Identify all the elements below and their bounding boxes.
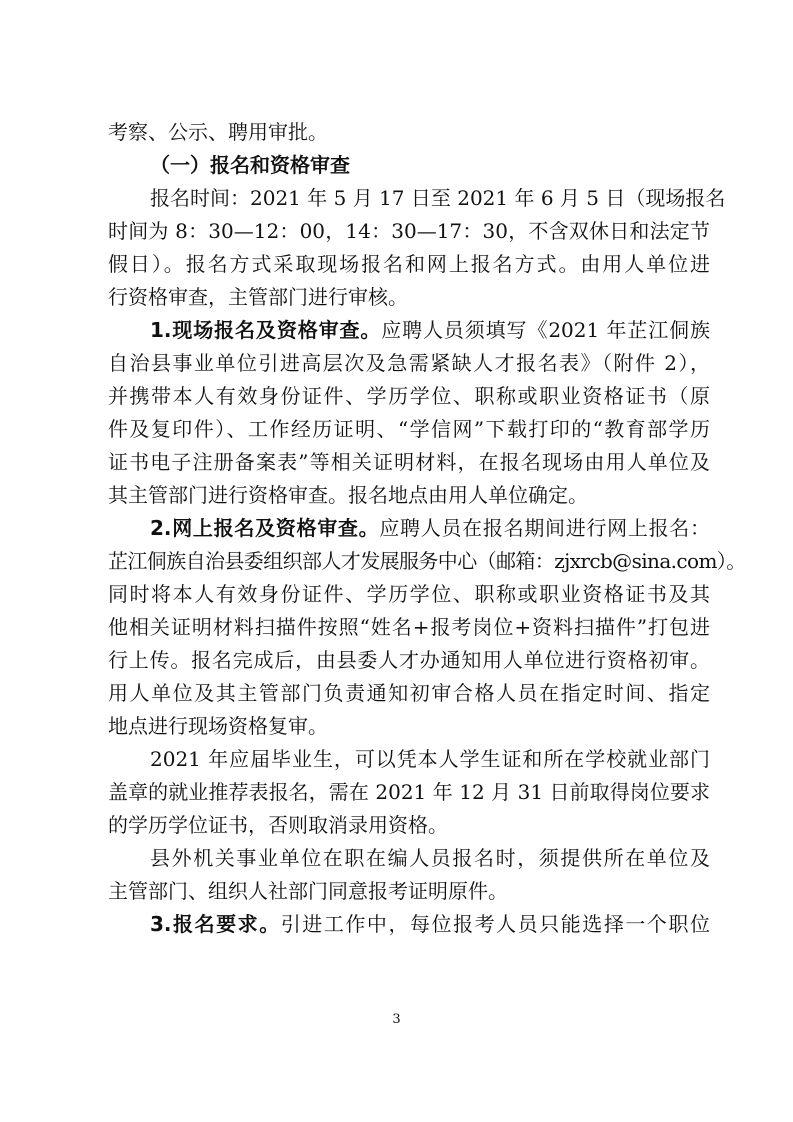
- text-line: 证书电子注册备案表”等相关证明材料，在报名现场由用人单位及: [108, 450, 710, 474]
- text-run: 应聘人员在报名期间进行网上报名：: [379, 516, 711, 540]
- text-line: 地点进行现场资格复审。: [108, 714, 328, 738]
- text-line: 行资格审查，主管部门进行审核。: [108, 285, 408, 309]
- text-line: 芷江侗族自治县委组织部人才发展服务中心（邮箱：zjxrcb@sina.com）。: [108, 549, 746, 573]
- text-line: 盖章的就业推荐表报名，需在 2021 年 12 月 31 日前取得岗位要求: [108, 780, 710, 804]
- text-line: 同时将本人有效身份证件、学历学位、职称或职业资格证书及其: [108, 582, 710, 606]
- text-run: 应聘人员须填写《2021 年芷江侗族: [381, 318, 710, 342]
- text-line: [108, 908, 710, 941]
- page-number: 3: [392, 1012, 401, 1027]
- text-line: 他相关证明材料扫描件按照“姓名+报考岗位+资料扫描件”打包进: [108, 615, 710, 639]
- text-line: 假日）。报名方式采取现场报名和网上报名方式。由用人单位进: [108, 252, 710, 276]
- text-line: 考察、公示、聘用审批。: [108, 120, 328, 144]
- subsection-lead: 3.报名要求。: [150, 912, 281, 936]
- text-line: 件及复印件）、工作经历证明、“学信网”下载打印的“教育部学历: [108, 417, 710, 441]
- subsection-lead: 1.现场报名及资格审查。: [150, 318, 382, 342]
- text-line: 时间为 8：30—12：00，14：30—17：30，不含双休日和法定节: [108, 219, 710, 243]
- text-line: 行上传。报名完成后，由县委人才办通知用人单位进行资格初审。: [108, 648, 710, 672]
- text-line: 报名时间：2021 年 5 月 17 日至 2021 年 6 月 5 日（现场报名: [150, 186, 726, 210]
- text-line: [108, 314, 710, 347]
- section-heading: （一）报名和资格审查: [150, 153, 350, 177]
- text-line: 县外机关事业单位在职在编人员报名时，须提供所在单位及: [150, 846, 710, 870]
- subsection-lead: 2.网上报名及资格审查。: [150, 516, 380, 540]
- text-line: 2021 年应届毕业生，可以凭本人学生证和所在学校就业部门: [150, 747, 710, 771]
- text-line: 用人单位及其主管部门负责通知初审合格人员在指定时间、指定: [108, 681, 710, 705]
- text-line: 主管部门、组织人社部门同意报考证明原件。: [108, 879, 508, 903]
- text-line: [108, 512, 710, 545]
- text-line: 其主管部门进行资格审查。报名地点由用人单位确定。: [108, 483, 588, 507]
- text-line: 的学历学位证书，否则取消录用资格。: [108, 813, 448, 837]
- body-text: [108, 116, 746, 941]
- text-line: 自治县事业单位引进高层次及急需紧缺人才报名表》（附件 2），: [108, 351, 710, 375]
- text-run: 引进工作中，每位报考人员只能选择一个职位: [280, 912, 710, 936]
- text-line: 并携带本人有效身份证件、学历学位、职称或职业资格证书（原: [108, 384, 710, 408]
